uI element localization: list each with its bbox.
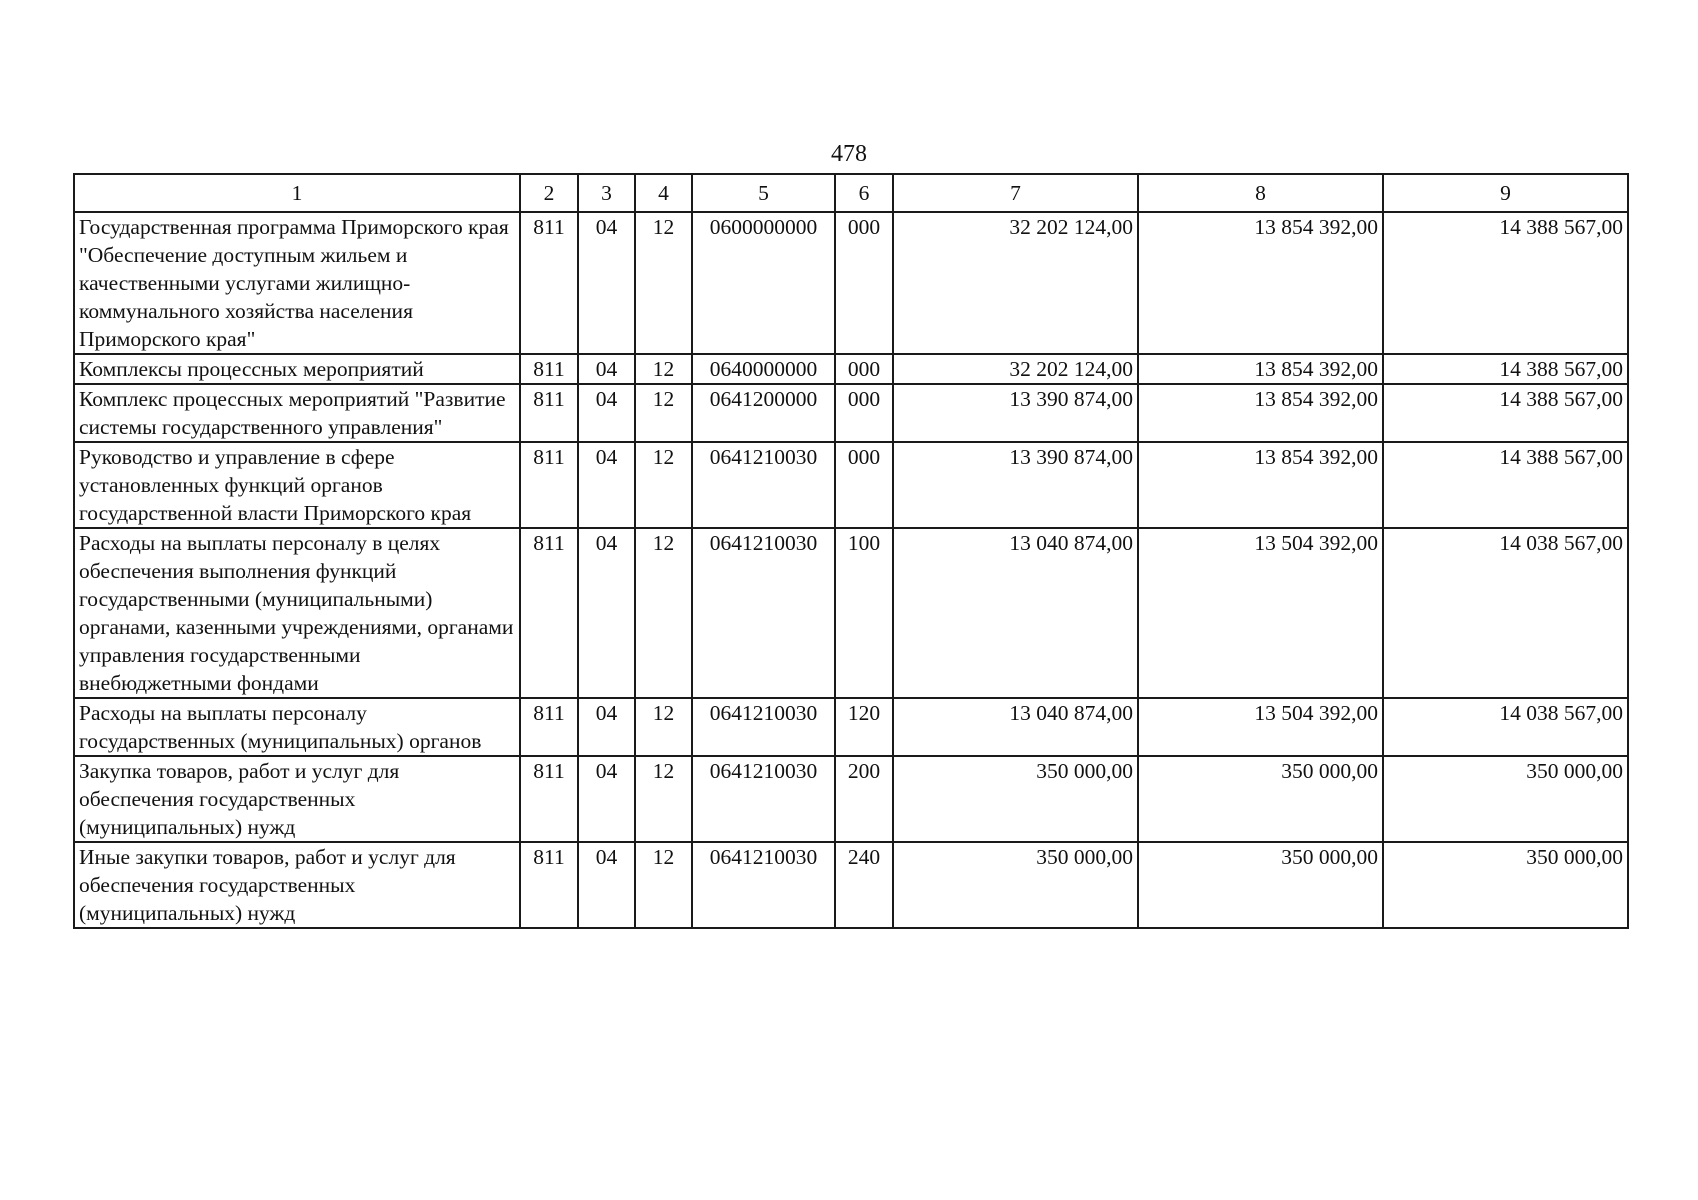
amount-col7-cell: 13 040 874,00 (893, 528, 1138, 698)
header-cell: 2 (520, 174, 578, 212)
subsection-code-cell: 12 (635, 842, 692, 928)
amount-col8-cell: 350 000,00 (1138, 842, 1383, 928)
row-name-cell: Государственная программа Приморского края "Обеспечение доступным жильем и качественными услугами жилищно-коммунального хозяйства населения Приморского края" (74, 212, 520, 354)
section-code-cell: 04 (578, 842, 635, 928)
subsection-code-cell: 12 (635, 384, 692, 442)
subsection-code-cell: 12 (635, 442, 692, 528)
row-name-cell: Расходы на выплаты персоналу государственных (муниципальных) органов (74, 698, 520, 756)
subsection-code-cell: 12 (635, 354, 692, 384)
header-cell: 7 (893, 174, 1138, 212)
target-article-cell: 0640000000 (692, 354, 835, 384)
target-article-cell: 0641210030 (692, 756, 835, 842)
amount-col9-cell: 14 388 567,00 (1383, 384, 1628, 442)
expense-type-cell: 120 (835, 698, 893, 756)
subsection-code-cell: 12 (635, 756, 692, 842)
admin-code-cell: 811 (520, 384, 578, 442)
header-cell: 9 (1383, 174, 1628, 212)
admin-code-cell: 811 (520, 354, 578, 384)
target-article-cell: 0641210030 (692, 698, 835, 756)
expense-type-cell: 100 (835, 528, 893, 698)
expense-type-cell: 240 (835, 842, 893, 928)
amount-col8-cell: 13 854 392,00 (1138, 354, 1383, 384)
table-row (74, 442, 1628, 528)
row-name-cell: Комплекс процессных мероприятий "Развитие системы государственного управления" (74, 384, 520, 442)
admin-code-cell: 811 (520, 842, 578, 928)
target-article-cell: 0641210030 (692, 842, 835, 928)
amount-col7-cell: 13 390 874,00 (893, 384, 1138, 442)
amount-col8-cell: 13 854 392,00 (1138, 442, 1383, 528)
amount-col8-cell: 13 504 392,00 (1138, 528, 1383, 698)
row-name-cell: Руководство и управление в сфере установленных функций органов государственной власти Приморского края (74, 442, 520, 528)
amount-col9-cell: 350 000,00 (1383, 756, 1628, 842)
expense-type-cell: 200 (835, 756, 893, 842)
admin-code-cell: 811 (520, 442, 578, 528)
table-row (74, 354, 1628, 384)
row-name-cell: Расходы на выплаты персоналу в целях обеспечения выполнения функций государственными (муниципальными) органами, казенными учреждениями, органами управления государственными внебюджетными фондами (74, 528, 520, 698)
subsection-code-cell: 12 (635, 528, 692, 698)
admin-code-cell: 811 (520, 698, 578, 756)
amount-col9-cell: 14 388 567,00 (1383, 442, 1628, 528)
amount-col7-cell: 32 202 124,00 (893, 354, 1138, 384)
header-cell: 3 (578, 174, 635, 212)
target-article-cell: 0600000000 (692, 212, 835, 354)
section-code-cell: 04 (578, 354, 635, 384)
table-row (74, 384, 1628, 442)
amount-col9-cell: 14 388 567,00 (1383, 212, 1628, 354)
amount-col7-cell: 32 202 124,00 (893, 212, 1138, 354)
section-code-cell: 04 (578, 756, 635, 842)
expense-type-cell: 000 (835, 212, 893, 354)
amount-col7-cell: 13 040 874,00 (893, 698, 1138, 756)
header-cell: 8 (1138, 174, 1383, 212)
subsection-code-cell: 12 (635, 698, 692, 756)
table-row (74, 698, 1628, 756)
target-article-cell: 0641210030 (692, 528, 835, 698)
header-cell: 6 (835, 174, 893, 212)
header-row (74, 174, 1628, 212)
amount-col7-cell: 350 000,00 (893, 756, 1138, 842)
amount-col8-cell: 13 854 392,00 (1138, 212, 1383, 354)
table-row (74, 842, 1628, 928)
expense-type-cell: 000 (835, 354, 893, 384)
budget-table (73, 173, 1629, 929)
amount-col7-cell: 13 390 874,00 (893, 442, 1138, 528)
table-row (74, 756, 1628, 842)
row-name-cell: Комплексы процессных мероприятий (74, 354, 520, 384)
section-code-cell: 04 (578, 698, 635, 756)
section-code-cell: 04 (578, 384, 635, 442)
subsection-code-cell: 12 (635, 212, 692, 354)
section-code-cell: 04 (578, 528, 635, 698)
target-article-cell: 0641210030 (692, 442, 835, 528)
amount-col9-cell: 350 000,00 (1383, 842, 1628, 928)
header-cell: 5 (692, 174, 835, 212)
admin-code-cell: 811 (520, 528, 578, 698)
expense-type-cell: 000 (835, 442, 893, 528)
target-article-cell: 0641200000 (692, 384, 835, 442)
section-code-cell: 04 (578, 212, 635, 354)
header-cell: 1 (74, 174, 520, 212)
table-row (74, 528, 1628, 698)
amount-col9-cell: 14 388 567,00 (1383, 354, 1628, 384)
expense-type-cell: 000 (835, 384, 893, 442)
amount-col8-cell: 13 504 392,00 (1138, 698, 1383, 756)
row-name-cell: Закупка товаров, работ и услуг для обеспечения государственных (муниципальных) нужд (74, 756, 520, 842)
section-code-cell: 04 (578, 442, 635, 528)
admin-code-cell: 811 (520, 756, 578, 842)
admin-code-cell: 811 (520, 212, 578, 354)
amount-col9-cell: 14 038 567,00 (1383, 698, 1628, 756)
row-name-cell: Иные закупки товаров, работ и услуг для обеспечения государственных (муниципальных) нужд (74, 842, 520, 928)
amount-col9-cell: 14 038 567,00 (1383, 528, 1628, 698)
amount-col8-cell: 350 000,00 (1138, 756, 1383, 842)
page-number: 478 (831, 141, 867, 167)
amount-col8-cell: 13 854 392,00 (1138, 384, 1383, 442)
table-row (74, 212, 1628, 354)
header-cell: 4 (635, 174, 692, 212)
amount-col7-cell: 350 000,00 (893, 842, 1138, 928)
